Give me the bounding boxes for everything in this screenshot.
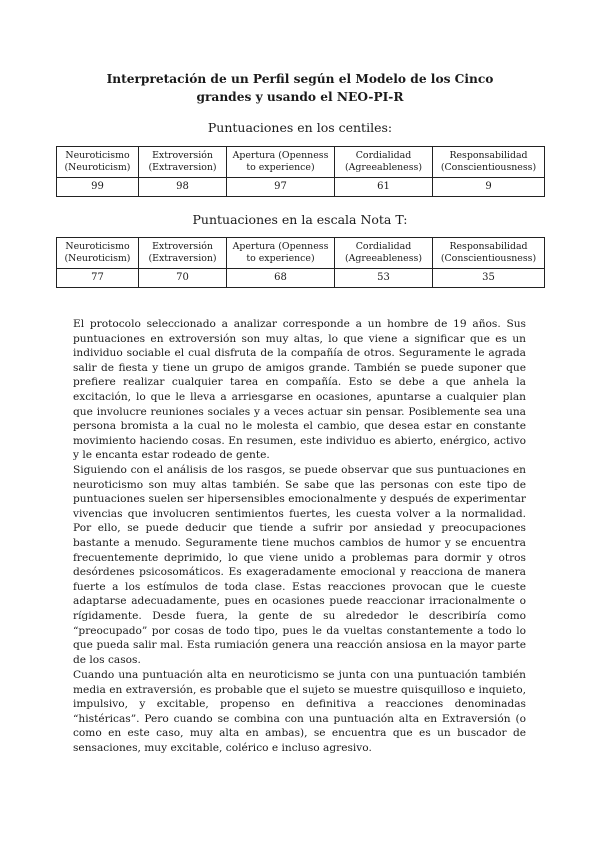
header-conscientiousness: Responsabilidad (Conscientiousness) — [433, 238, 545, 269]
t-scores-values-row — [57, 269, 545, 288]
value-agreeableness: 53 — [335, 269, 433, 288]
document-title: Interpretación de un Perfil según el Modelo de los Cinco grandes y usando el NEO-PI-R — [106, 72, 494, 104]
header-extraversion: Extroversión (Extraversion) — [139, 147, 227, 178]
value-neuroticism: 99 — [57, 178, 139, 197]
header-neuroticism: Neuroticismo (Neuroticism) — [57, 147, 139, 178]
value-openness: 68 — [227, 269, 335, 288]
paragraph-extraversion: El protocolo seleccionado a analizar corresponde a un hombre de 19 años. Sus puntuaciones en extroversión son muy altas, lo que viene a significar que es un individuo sociable el cual disfruta de la compañía de otros. Seguramente le agrada salir de fiesta y tiene un grupo de amigos grande. También se puede suponer que prefiere realizar cualquier tarea en compañía. Esto se debe a que anhela la excitación, lo que le lleva a arriesgarse en ocasiones, apuntarse a cualquier plan que involucre reuniones sociales y a veces actuar sin pensar. Posiblemente sea una persona bromista a la cual no le molesta el cambio, que desea estar en constante movimiento haciendo cosas. En resumen, este individuo es abierto, enérgico, activo y le encanta estar rodeado de gente. — [73, 318, 526, 462]
value-extraversion: 70 — [139, 269, 227, 288]
t-scores-heading: Puntuaciones en la escala Nota T: — [192, 212, 408, 227]
value-neuroticism: 77 — [57, 269, 139, 288]
percentiles-heading: Puntuaciones en los centiles: — [207, 120, 393, 135]
header-agreeableness: Cordialidad (Agreeableness) — [335, 147, 433, 178]
percentiles-header-row — [57, 147, 545, 178]
paragraph-neuroticism: Siguiendo con el análisis de los rasgos, se puede observar que sus puntuaciones en neuroticismo son muy altas también. Se sabe que las personas con este tipo de puntuaciones suelen ser hipersensibles emocionalmente y después de experimentar vivencias que involucren sentimientos fuertes, les cuesta volver a la normalidad. Por ello, se puede deducir que tiende a sufrir por ansiedad y preocupaciones bastante a menudo. Seguramente tiene muchos cambios de humor y se encuentra frecuentemente deprimido, lo que viene unido a problemas para dormir y otros desórdenes psicosomáticos. Es exageradamente emocional y reacciona de manera fuerte a los estímulos de toda clase. Estas reacciones provocan que le cueste adaptarse adecuadamente, pues en ocasiones puede reaccionar irracionalmente o rígidamente. Desde fuera, la gente de su alrededor le describiría como “preocupado” por cosas de todo tipo, pues le da vueltas constantemente a todo lo que pueda salir mal. Esta rumiación genera una reacción ansiosa en la mayor parte de los casos. — [73, 464, 526, 666]
t-scores-table — [56, 237, 545, 288]
paragraph-combination: Cuando una puntuación alta en neuroticismo se junta con una puntuación también media en extraversión, es probable que el sujeto se muestre quisquilloso e inquieto, impulsivo, y excitable, propenso en definitiva a reacciones denominadas “histéricas”. Pero cuando se combina con una puntuación alta en Extraversión (o como en este caso, muy alta en ambas), se encuentra que es un buscador de sensaciones, muy excitable, colérico e incluso agresivo. — [73, 669, 526, 754]
header-openness: Apertura (Openness to experience) — [227, 238, 335, 269]
value-conscientiousness: 9 — [433, 178, 545, 197]
t-scores-header-row — [57, 238, 545, 269]
header-agreeableness: Cordialidad (Agreeableness) — [335, 238, 433, 269]
header-openness: Apertura (Openness to experience) — [227, 147, 335, 178]
percentiles-values-row — [57, 178, 545, 197]
header-conscientiousness: Responsabilidad (Conscientiousness) — [433, 147, 545, 178]
value-extraversion: 98 — [139, 178, 227, 197]
value-agreeableness: 61 — [335, 178, 433, 197]
header-neuroticism: Neuroticismo (Neuroticism) — [57, 238, 139, 269]
value-openness: 97 — [227, 178, 335, 197]
header-extraversion: Extroversión (Extraversion) — [139, 238, 227, 269]
percentiles-table — [56, 146, 545, 197]
value-conscientiousness: 35 — [433, 269, 545, 288]
